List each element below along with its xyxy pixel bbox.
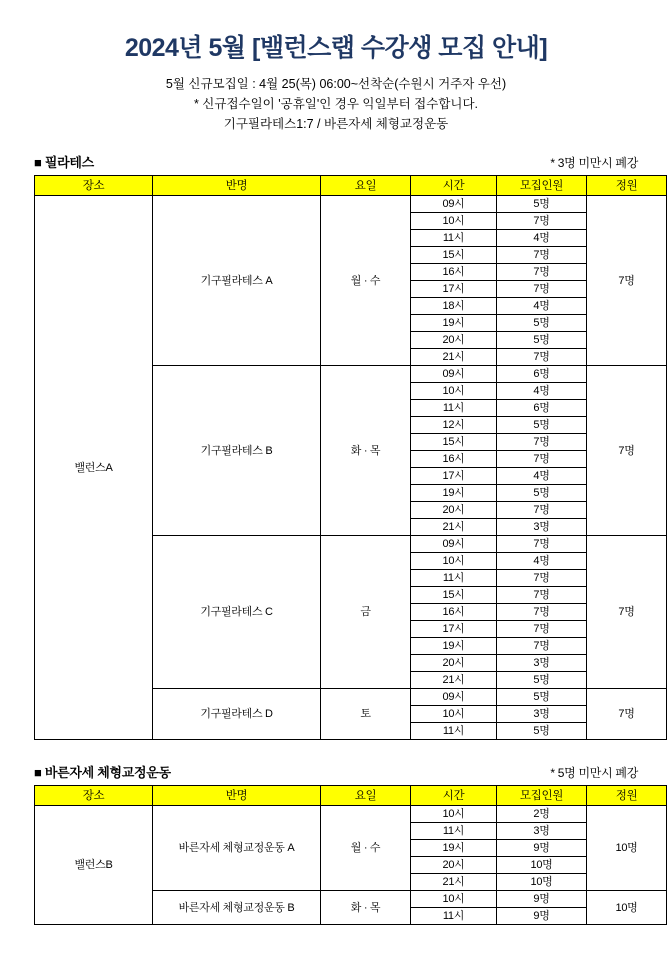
cell-time: 20시 — [411, 502, 497, 519]
header-line-1: 5월 신규모집일 : 4월 25(목) 06:00~선착순(수원시 거주자 우선) — [165, 77, 507, 91]
cell-time: 17시 — [411, 468, 497, 485]
cell-time: 17시 — [411, 281, 497, 298]
cell-capacity: 7명 — [587, 536, 667, 689]
column-header-class: 반명 — [153, 176, 321, 196]
cell-day: 월 · 수 — [321, 806, 411, 891]
cell-time: 16시 — [411, 264, 497, 281]
cell-time: 12시 — [411, 417, 497, 434]
cell-recruit-count: 5명 — [497, 485, 587, 502]
cell-recruit-count: 5명 — [497, 417, 587, 434]
cell-time: 11시 — [411, 570, 497, 587]
cell-recruit-count: 9명 — [497, 840, 587, 857]
section-title: ■ 바른자세 체형교정운동 — [34, 765, 171, 780]
cell-time: 16시 — [411, 451, 497, 468]
cell-day: 금 — [321, 536, 411, 689]
cell-day: 화 · 목 — [321, 366, 411, 536]
column-header-day: 요일 — [321, 176, 411, 196]
cell-day: 토 — [321, 689, 411, 740]
schedule-table-pilates — [34, 175, 667, 740]
cell-recruit-count: 7명 — [497, 264, 587, 281]
cell-time: 09시 — [411, 366, 497, 383]
cell-time: 21시 — [411, 874, 497, 891]
cell-place: 밸런스A — [35, 196, 153, 740]
section-header-pilates — [34, 152, 638, 171]
cell-recruit-count: 7명 — [497, 434, 587, 451]
cell-recruit-count: 5명 — [497, 315, 587, 332]
cell-time: 10시 — [411, 553, 497, 570]
cell-time: 15시 — [411, 247, 497, 264]
cell-time: 20시 — [411, 332, 497, 349]
cell-recruit-count: 5명 — [497, 689, 587, 706]
cell-recruit-count: 4명 — [497, 553, 587, 570]
cell-day: 화 · 목 — [321, 891, 411, 925]
cell-recruit-count: 2명 — [497, 806, 587, 823]
cell-recruit-count: 7명 — [497, 638, 587, 655]
cell-recruit-count: 3명 — [497, 823, 587, 840]
section-title: ■ 필라테스 — [34, 155, 94, 170]
column-header-time: 시간 — [411, 176, 497, 196]
cell-recruit-count: 7명 — [497, 281, 587, 298]
column-header-capacity: 정원 — [587, 176, 667, 196]
cell-recruit-count: 7명 — [497, 604, 587, 621]
cell-time: 10시 — [411, 891, 497, 908]
cell-capacity: 7명 — [587, 196, 667, 366]
cell-recruit-count: 9명 — [497, 908, 587, 925]
cell-time: 19시 — [411, 638, 497, 655]
schedule-table-posture — [34, 785, 667, 925]
cell-time: 18시 — [411, 298, 497, 315]
table-row — [35, 806, 667, 823]
cell-time: 20시 — [411, 857, 497, 874]
cell-recruit-count: 7명 — [497, 536, 587, 553]
cell-time: 21시 — [411, 519, 497, 536]
cell-time: 15시 — [411, 587, 497, 604]
cell-place: 밸런스B — [35, 806, 153, 925]
cell-capacity: 7명 — [587, 366, 667, 536]
table-header-row — [35, 176, 667, 196]
header-line-2: * 신규접수일이 '공휴일'인 경우 익일부터 접수합니다. — [193, 97, 479, 111]
cell-time: 15시 — [411, 434, 497, 451]
cell-class-name: 기구필라테스 D — [153, 689, 321, 740]
cell-recruit-count: 5명 — [497, 723, 587, 740]
cell-time: 19시 — [411, 315, 497, 332]
cell-recruit-count: 4명 — [497, 383, 587, 400]
cell-time: 11시 — [411, 908, 497, 925]
section-note: * 3명 미만시 폐강 — [550, 156, 638, 170]
column-header-recruit: 모집인원 — [497, 786, 587, 806]
cell-time: 17시 — [411, 621, 497, 638]
cell-capacity: 10명 — [587, 891, 667, 925]
cell-day: 월 · 수 — [321, 196, 411, 366]
column-header-day: 요일 — [321, 786, 411, 806]
column-header-place: 장소 — [35, 786, 153, 806]
cell-recruit-count: 3명 — [497, 706, 587, 723]
cell-time: 16시 — [411, 604, 497, 621]
section-note: * 5명 미만시 폐강 — [550, 766, 638, 780]
cell-recruit-count: 7명 — [497, 621, 587, 638]
cell-class-name: 기구필라테스 A — [153, 196, 321, 366]
table-row — [35, 196, 667, 213]
cell-class-name: 기구필라테스 B — [153, 366, 321, 536]
cell-time: 10시 — [411, 806, 497, 823]
cell-recruit-count: 4명 — [497, 468, 587, 485]
cell-class-name: 기구필라테스 C — [153, 536, 321, 689]
cell-recruit-count: 10명 — [497, 874, 587, 891]
column-header-capacity: 정원 — [587, 786, 667, 806]
cell-time: 09시 — [411, 689, 497, 706]
cell-time: 09시 — [411, 536, 497, 553]
column-header-recruit: 모집인원 — [497, 176, 587, 196]
cell-recruit-count: 7명 — [497, 213, 587, 230]
cell-time: 20시 — [411, 655, 497, 672]
cell-recruit-count: 7명 — [497, 451, 587, 468]
cell-time: 21시 — [411, 672, 497, 689]
section-header-posture — [34, 762, 638, 781]
cell-capacity: 10명 — [587, 806, 667, 891]
column-header-place: 장소 — [35, 176, 153, 196]
cell-recruit-count: 7명 — [497, 349, 587, 366]
cell-class-name: 바른자세 체형교정운동 A — [153, 806, 321, 891]
cell-recruit-count: 4명 — [497, 298, 587, 315]
cell-recruit-count: 5명 — [497, 672, 587, 689]
cell-recruit-count: 6명 — [497, 400, 587, 417]
cell-time: 11시 — [411, 823, 497, 840]
page-title: 2024년 5월 [밸런스랩 수강생 모집 안내] — [124, 34, 548, 62]
cell-time: 11시 — [411, 400, 497, 417]
cell-recruit-count: 4명 — [497, 230, 587, 247]
cell-recruit-count: 5명 — [497, 196, 587, 213]
table-header-row — [35, 786, 667, 806]
cell-recruit-count: 7명 — [497, 502, 587, 519]
header-line-3: 기구필라테스1:7 / 바른자세 체형교정운동 — [223, 117, 449, 131]
cell-time: 19시 — [411, 485, 497, 502]
cell-time: 09시 — [411, 196, 497, 213]
cell-time: 19시 — [411, 840, 497, 857]
notice-page — [0, 28, 672, 968]
column-header-class: 반명 — [153, 786, 321, 806]
cell-recruit-count: 7명 — [497, 587, 587, 604]
cell-recruit-count: 5명 — [497, 332, 587, 349]
cell-time: 10시 — [411, 706, 497, 723]
cell-recruit-count: 6명 — [497, 366, 587, 383]
cell-recruit-count: 7명 — [497, 570, 587, 587]
cell-recruit-count: 9명 — [497, 891, 587, 908]
column-header-time: 시간 — [411, 786, 497, 806]
cell-time: 10시 — [411, 213, 497, 230]
cell-class-name: 바른자세 체형교정운동 B — [153, 891, 321, 925]
cell-time: 11시 — [411, 723, 497, 740]
cell-time: 21시 — [411, 349, 497, 366]
cell-recruit-count: 3명 — [497, 655, 587, 672]
cell-time: 10시 — [411, 383, 497, 400]
cell-time: 11시 — [411, 230, 497, 247]
cell-capacity: 7명 — [587, 689, 667, 740]
cell-recruit-count: 3명 — [497, 519, 587, 536]
cell-recruit-count: 7명 — [497, 247, 587, 264]
cell-recruit-count: 10명 — [497, 857, 587, 874]
